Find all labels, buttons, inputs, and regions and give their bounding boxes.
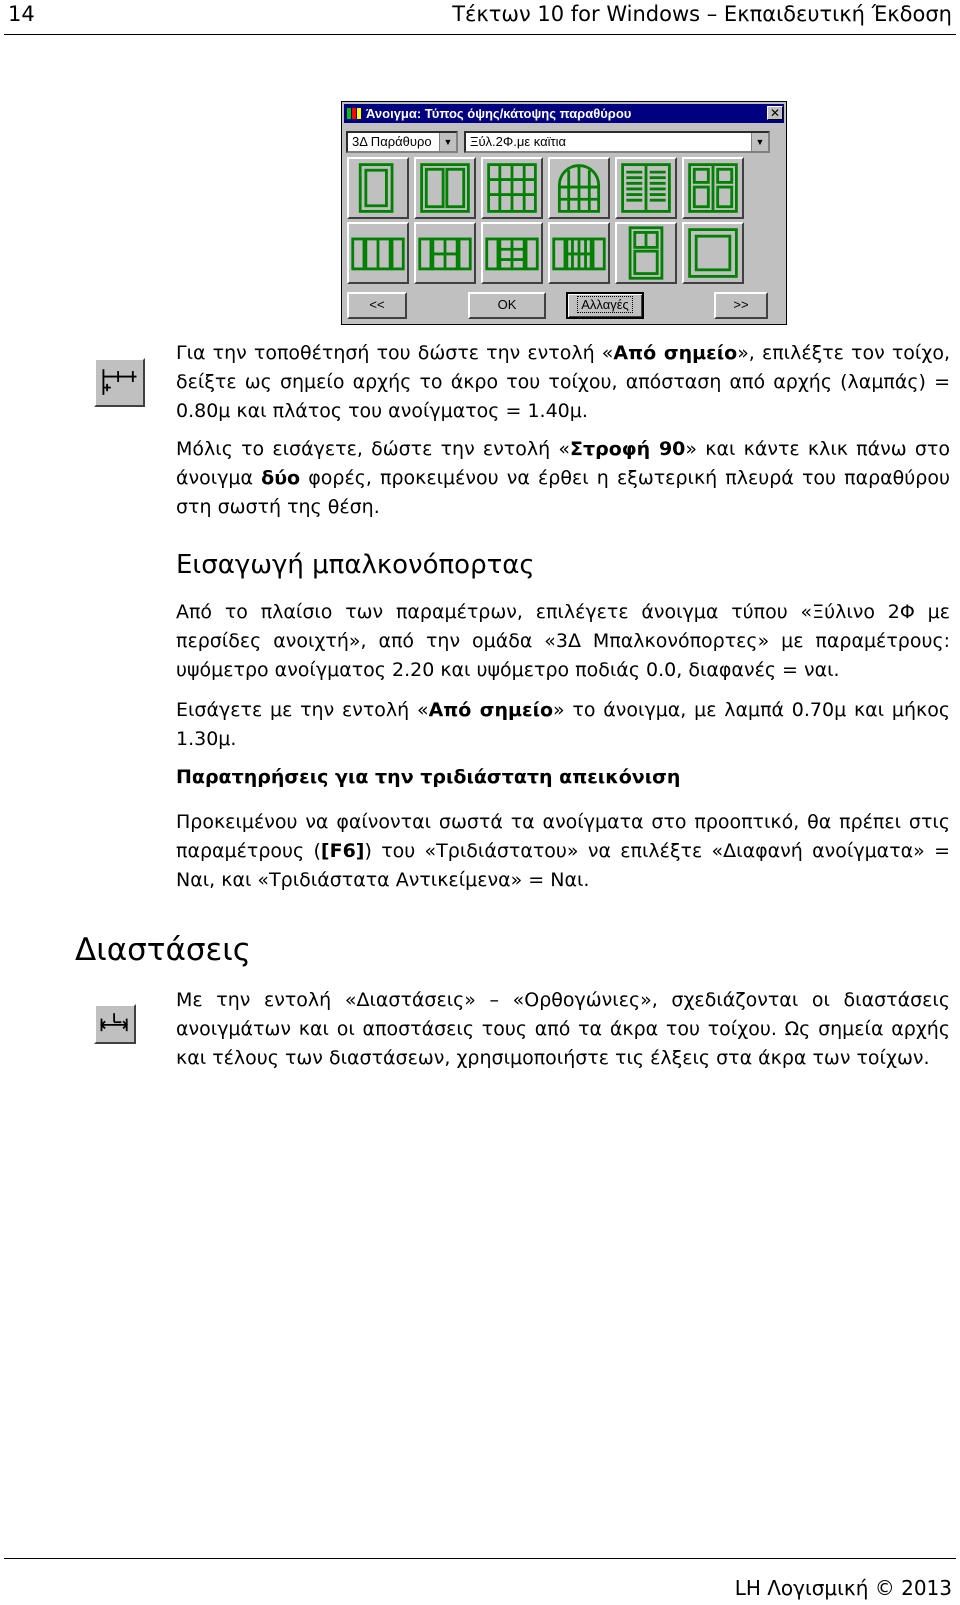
text-run: » το άνοιγμα, με λαμπά 0.70μ και μήκος 1.30μ. <box>176 699 950 750</box>
window-type-thumbnail[interactable] <box>615 222 677 284</box>
text-run: » και κάντε κλικ πάνω στο άνοιγμα <box>176 438 950 489</box>
opening-from-point-icon <box>94 358 145 407</box>
running-header-title: Τέκτων 10 for Windows – Εκπαιδευτική Έκδοση <box>452 2 952 26</box>
paragraph-balcony-insert <box>176 696 950 754</box>
command-name: Στροφή 90 <box>570 438 686 460</box>
ok-button[interactable]: OK <box>468 292 546 319</box>
command-name: Από σημείο <box>613 342 738 364</box>
paragraph-3d-notes <box>176 808 950 895</box>
text-run: », επιλέξτε τον τοίχο, δείξτε ως σημείο αρχής το άκρο του τοίχου, απόσταση από αρχής (λαμπάς) = 0.80μ και πλάτος του ανοίγματος = 1.40μ. <box>176 342 950 422</box>
text-run: Εισάγετε με την εντολή « <box>176 699 429 721</box>
emphasis: δύο <box>261 467 301 489</box>
type-select-value: Ξύλ.2Φ.με καϊτια <box>470 134 567 149</box>
text-run: Για την τοποθέτησή του δώστε την εντολή « <box>176 342 614 364</box>
window-type-thumbnail[interactable] <box>548 157 610 219</box>
paragraph-placement <box>176 339 950 426</box>
orthogonal-dimension-icon <box>94 1004 136 1044</box>
window-type-thumbnail[interactable] <box>414 222 476 284</box>
window-type-thumbnail[interactable] <box>615 157 677 219</box>
category-select[interactable] <box>346 131 458 153</box>
paragraph-dimensions: Με την εντολή «Διαστάσεις» – «Ορθογώνιες», σχεδιάζονται οι διαστάσεις ανοιγμάτων και οι αποστάσεις τους από τα άκρα του τοίχου. Ως σημεία αρχής και τέλους των διαστάσεων, χρησιμοποιήστε τις έλξεις στα άκρα των τοίχων. <box>176 989 950 1069</box>
close-icon[interactable]: ✕ <box>767 106 783 120</box>
window-type-thumbnail[interactable] <box>682 157 744 219</box>
chevron-down-icon[interactable]: ▼ <box>751 133 768 151</box>
header-rule <box>4 34 956 35</box>
paragraph-rotate <box>176 435 950 522</box>
change-button[interactable] <box>566 292 644 319</box>
category-select-value: 3Δ Παράθυρο <box>352 134 432 149</box>
footer-copyright: LH Λογισμική © 2013 <box>734 1576 952 1600</box>
window-type-dialog <box>341 101 787 325</box>
next-button[interactable]: >> <box>714 292 768 319</box>
notes-heading: Παρατηρήσεις για την τριδιάστατη απεικόνιση <box>176 766 681 788</box>
page-number: 14 <box>8 2 35 26</box>
key-name: [F6] <box>320 840 365 862</box>
section-heading-dimensions: Διαστάσεις <box>75 932 251 968</box>
paragraph-balcony-params: Από το πλαίσιο των παραμέτρων, επιλέγετε άνοιγμα τύπου «Ξύλινο 2Φ με περσίδες ανοιχτή», από την ομάδα «3Δ Μπαλκονόπορτες» με παραμέτρους: υψόμετρο ανοίγματος 2.20 και υψόμετρο ποδιάς 0.0, διαφανές = ναι. <box>176 601 950 681</box>
previous-button[interactable]: << <box>347 292 407 319</box>
text-run: ) του «Τριδιάστατου» να επιλέξτε «Διαφανή ανοίγματα» = Ναι, και «Τριδιάστατα Αντικείμενα» = Ναι. <box>176 840 951 891</box>
window-type-thumbnail[interactable] <box>414 157 476 219</box>
chevron-down-icon[interactable]: ▼ <box>439 133 456 151</box>
dialog-title-bar <box>344 104 784 123</box>
window-type-thumbnail[interactable] <box>481 222 543 284</box>
footer-rule <box>4 1558 956 1559</box>
window-type-thumbnail[interactable] <box>347 157 409 219</box>
text-run: φορές, προκειμένου να έρθει η εξωτερική πλευρά του παραθύρου στη σωστή της θέση. <box>176 467 950 518</box>
window-type-thumbnail[interactable] <box>481 157 543 219</box>
text-run: Προκειμένου να φαίνονται σωστά τα ανοίγματα στο προοπτικό, θα πρέπει στις παραμέτρους ( <box>176 811 950 862</box>
text-run: Μόλις το εισάγετε, δώστε την εντολή « <box>176 438 571 460</box>
window-type-thumbnail[interactable] <box>682 222 744 284</box>
type-select[interactable] <box>464 131 770 153</box>
window-type-thumbnail[interactable] <box>347 222 409 284</box>
app-icon <box>346 106 362 121</box>
dialog-title: Άνοιγμα: Τύπος όψης/κάτοψης παραθύρου <box>366 106 632 121</box>
section-heading-balcony: Εισαγωγή μπαλκονόπορτας <box>176 550 535 580</box>
command-name: Από σημείο <box>428 699 554 721</box>
window-type-thumbnail[interactable] <box>548 222 610 284</box>
change-button-label: Αλλαγές <box>578 297 632 312</box>
